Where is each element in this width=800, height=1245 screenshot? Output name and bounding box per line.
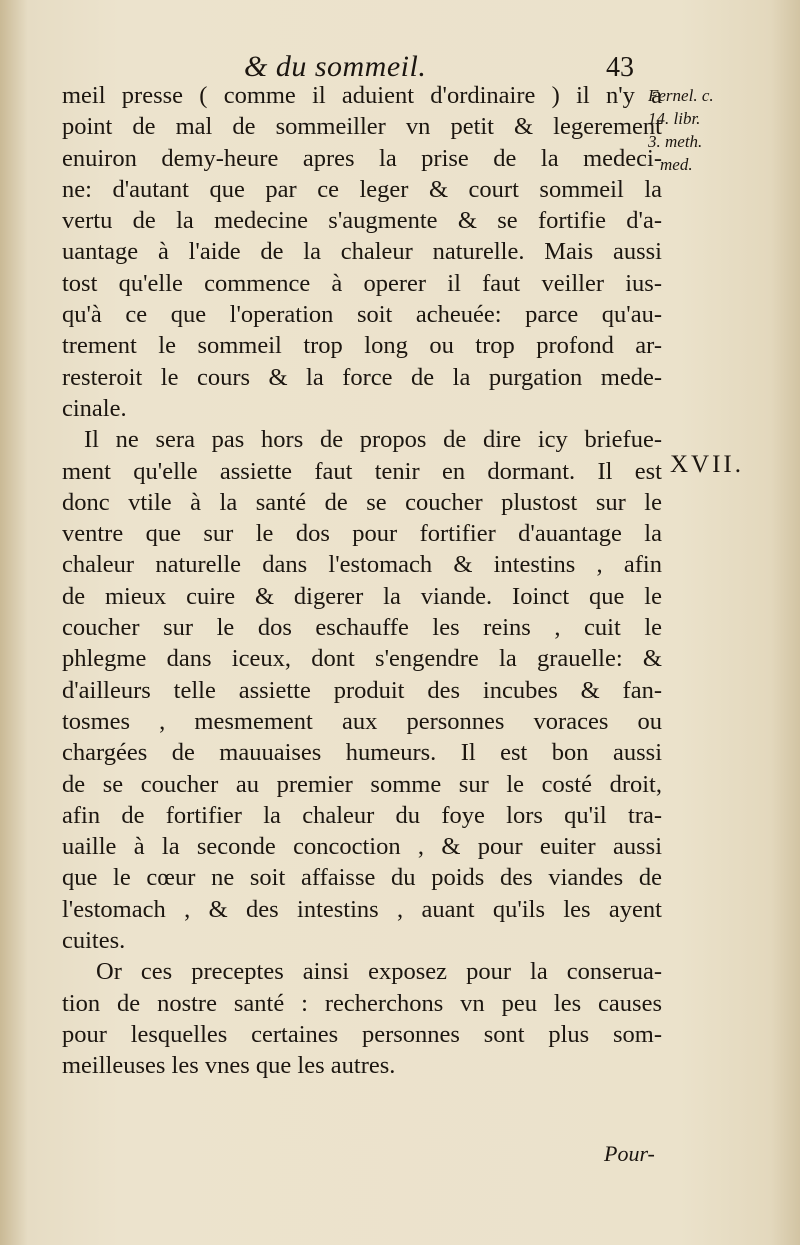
text-line: Il ne sera pas hors de propos de dire icy briefue- <box>84 426 662 454</box>
text-line: que le cœur ne soit affaisse du poids des viandes de <box>62 864 662 892</box>
text-line: phlegme dans iceux, dont s'engendre la grauelle: & <box>62 645 662 673</box>
margin-note-line: 14. libr. <box>648 109 701 128</box>
text-line: meilleuses les vnes que les autres. <box>62 1052 396 1080</box>
text-line: ne: d'autant que par ce leger & court sommeil la <box>62 175 662 203</box>
text-line: resteroit le cours & la force de la purgation mede- <box>62 363 662 391</box>
text-line: ventre que sur le dos pour fortifier d'auantage la <box>62 520 662 548</box>
text-line: trement le sommeil trop long ou trop profond ar- <box>62 332 662 360</box>
text-line: enuiron demy-heure apres la prise de la medeci- <box>62 144 662 172</box>
text-line: tosmes , mesmement aux personnes voraces ou <box>62 707 662 735</box>
text-line: afin de fortifier la chaleur du foye lors qu'il tra- <box>62 801 662 829</box>
text-line: l'estomach , & des intestins , auant qu'ils les ayent <box>62 895 662 923</box>
body-text <box>62 80 662 1082</box>
margin-note <box>648 84 758 176</box>
margin-note-line: 3. meth. <box>648 132 703 151</box>
text-line: d'ailleurs telle assiette produit des incubes & fan- <box>62 676 662 704</box>
text-line: cuites. <box>62 927 126 955</box>
text-line: tost qu'elle commence à operer il faut veiller ius- <box>62 269 662 297</box>
page-number: 43 <box>606 52 634 83</box>
text-line: coucher sur le dos eschauffe les reins , cuit le <box>62 614 662 642</box>
catchword: Pour- <box>604 1141 655 1166</box>
text-line: de mieux cuire & digerer la viande. Ioinct que le <box>62 582 662 610</box>
text-line: vertu de la medecine s'augmente & se fortifie d'a- <box>62 207 662 235</box>
text-line: tion de nostre santé : recherchons vn peu les causes <box>62 989 662 1017</box>
text-line: uantage à l'aide de la chaleur naturelle. Mais aussi <box>62 238 662 266</box>
section-number: XVII. <box>670 451 745 478</box>
text-line: qu'à ce que l'operation soit acheuée: parce qu'au- <box>62 301 662 329</box>
text-line: ment qu'elle assiette faut tenir en dormant. Il est <box>62 457 662 485</box>
text-line: chaleur naturelle dans l'estomach & intestins , afin <box>62 551 662 579</box>
text-line: donc vtile à la santé de se coucher plustost sur le <box>62 488 662 516</box>
text-line: uaille à la seconde concoction , & pour euiter aussi <box>62 833 662 861</box>
text-line: Or ces preceptes ainsi exposez pour la conserua- <box>96 958 662 986</box>
text-line: chargées de mauuaises humeurs. Il est bon aussi <box>62 739 662 767</box>
running-title: & du sommeil. <box>244 50 427 83</box>
margin-note-line: Fernel. c. <box>648 86 714 105</box>
text-line: pour lesquelles certaines personnes sont plus som- <box>62 1020 662 1048</box>
text-line: cinale. <box>62 394 127 422</box>
text-line: point de mal de sommeiller vn petit & legerement <box>62 113 662 141</box>
text-line: de se coucher au premier somme sur le costé droit, <box>62 770 662 798</box>
margin-note-line: med. <box>660 155 693 174</box>
text-line: meil presse ( comme il aduient d'ordinaire ) il n'y a <box>62 82 662 109</box>
